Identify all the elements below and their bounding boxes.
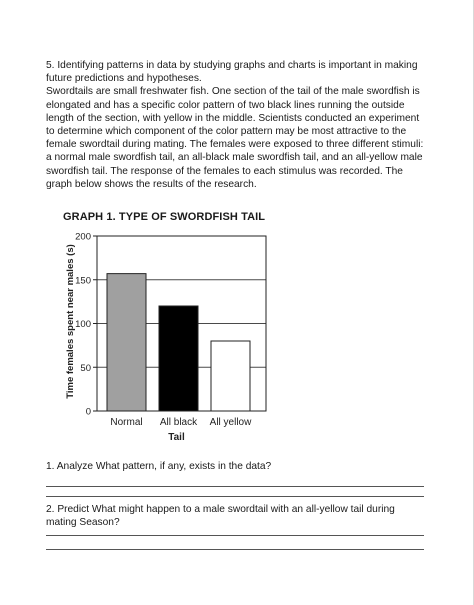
y-tick-label-1: 50 [80,362,91,374]
question-2: 2. Predict What might happen to a male swordtail with an all-yellow tail during mating Season? [46,504,395,529]
answer-line-1b[interactable] [46,496,424,497]
x-tick-label-0: Normal [110,417,143,428]
x-axis-label: Tail [168,432,185,443]
y-tick-label-3: 150 [75,275,91,287]
y-tick-label-0: 0 [85,406,91,418]
y-tick-label-4: 200 [75,231,91,243]
y-axis-label: Time females spent near males (s) [65,244,76,399]
answer-line-1a[interactable] [46,486,424,487]
intro-body: Swordtails are small freshwater fish. One section of the tail of the male swordfish is elongated and has a specific color pattern of two black lines running the outside length of the section, with yellow in the middle. Scientists conducted an experiment to determine which component of the color pattern may be most attractive to the female swordtail during mating. The females were exposed to three different stimuli: a normal male swordfish tail, an all-black male swordfish tail, and an all-yellow male swordfish tail. The response of the females to each stimulus was recorded. The graph below shows the results of the research. [46,86,424,190]
chart-title: GRAPH 1. TYPE OF SWORDFISH TAIL [63,211,266,223]
x-tick-label-1: All black [159,417,198,428]
question-1: 1. Analyze What pattern, if any, exists in the data? [46,461,272,472]
answer-line-2a[interactable] [46,535,424,536]
bar-normal [107,274,146,411]
y-tick-label-2: 100 [75,319,91,330]
answer-line-2b[interactable] [46,549,424,550]
intro-heading: 5. Identifying patterns in data by studying graphs and charts is important in making future predictions and hypotheses. [46,60,418,85]
bar-all-black [159,306,198,411]
x-tick-label-2: All yellow [209,417,252,428]
bar-all-yellow [211,341,250,411]
